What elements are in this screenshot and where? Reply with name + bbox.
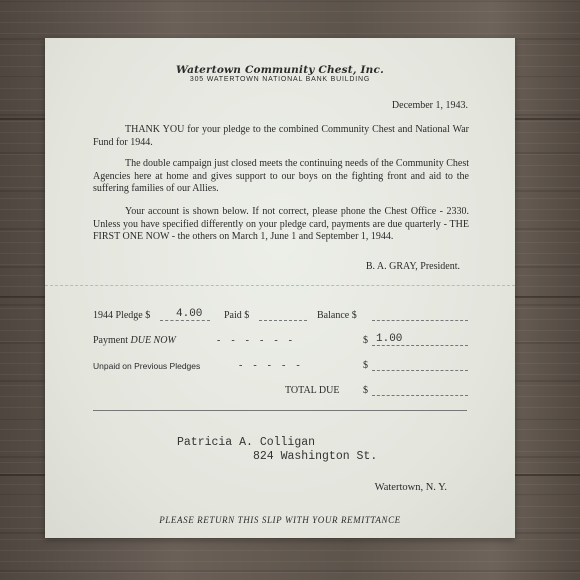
recipient-city: Watertown, N. Y. [374, 482, 447, 493]
return-instruction: PLEASE RETURN THIS SLIP WITH YOUR REMITTANCE [159, 515, 401, 525]
due-now-label: DUE NOW [130, 335, 176, 346]
paid-label: Paid $ [224, 310, 250, 321]
paragraph-text: The double campaign just closed meets the continuing needs of the Community Chest Agencies here at home and gives support to our boys on the fighting front and aid to the suffering families of our Allies. [93, 158, 469, 194]
total-amount-field [372, 385, 468, 396]
recipient-name: Patricia A. Colligan [177, 436, 316, 449]
unpaid-previous-label: Unpaid on Previous Pledges [93, 361, 201, 371]
letter-date: December 1, 1943. [391, 100, 468, 111]
total-currency: $ [363, 385, 368, 396]
payment-label [93, 335, 176, 346]
leader-dashes: ------ [217, 335, 303, 346]
leader-dashes: ----- [239, 360, 311, 371]
recipient-street: 824 Washington St. [253, 450, 378, 463]
paid-amount-field [259, 310, 307, 321]
paragraph-account [93, 206, 469, 244]
pledge-label: 1944 Pledge $ [93, 310, 151, 321]
divider-rule [93, 410, 467, 411]
payment-label-text: Payment [93, 335, 128, 346]
pledge-amount: 4.00 [176, 308, 203, 320]
pledge-letter-slip [45, 38, 515, 538]
paragraph-text: THANK YOU for your pledge to the combined Community Chest and National War Fund for 1944. [93, 124, 469, 148]
payment-amount: 1.00 [376, 333, 403, 345]
paragraph-thank-you [93, 124, 469, 149]
organization-name: Watertown Community Chest, Inc. [176, 64, 384, 76]
total-due-label: TOTAL DUE [285, 385, 340, 396]
paragraph-text: Your account is shown below. If not correct, please phone the Chest Office - 2330. Unless you have specified differently on your pledge card, payments are due quarterly - THE FIRST ONE NOW - the others on March 1, June 1 and September 1, 1944. [93, 206, 469, 242]
signature-line: B. A. GRAY, President. [365, 261, 460, 272]
payment-currency: $ [363, 335, 368, 346]
perforation-line [45, 285, 515, 286]
organization-address: 305 WATERTOWN NATIONAL BANK BUILDING [189, 76, 371, 83]
unpaid-currency: $ [363, 360, 368, 371]
paragraph-campaign [93, 158, 469, 196]
balance-amount-field [372, 310, 468, 321]
unpaid-amount-field [372, 360, 468, 371]
balance-label: Balance $ [317, 310, 357, 321]
